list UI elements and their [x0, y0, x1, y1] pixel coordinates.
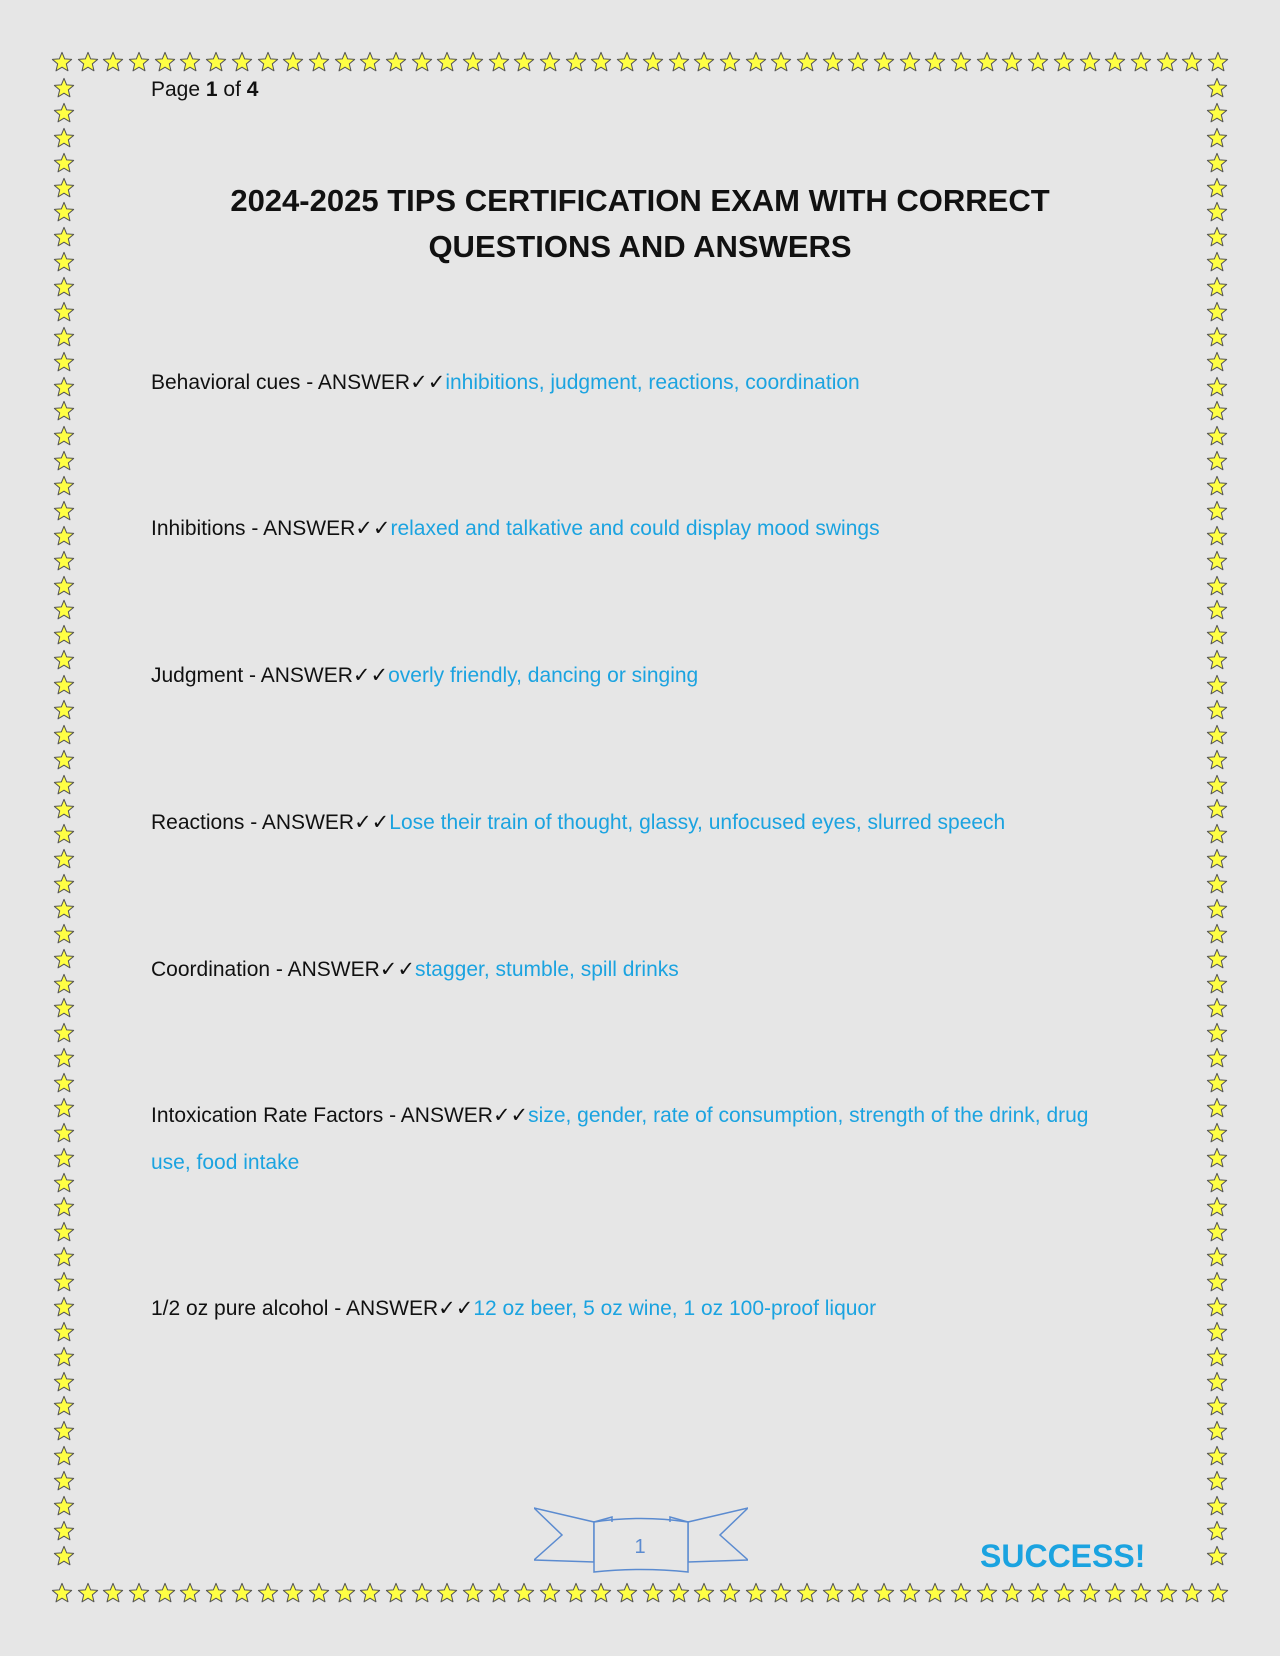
star-icon	[1206, 425, 1228, 447]
star-icon	[53, 201, 75, 223]
star-icon	[53, 873, 75, 895]
star-icon	[53, 400, 75, 422]
star-icon	[1206, 177, 1228, 199]
star-icon	[53, 351, 75, 373]
star-icon	[53, 649, 75, 671]
star-icon	[1206, 1520, 1228, 1542]
star-icon	[796, 1582, 818, 1604]
star-icon	[77, 1582, 99, 1604]
star-icon	[1206, 1470, 1228, 1492]
star-icon	[1206, 102, 1228, 124]
star-icon	[53, 1296, 75, 1318]
star-icon	[1206, 1371, 1228, 1393]
star-icon	[53, 973, 75, 995]
qa-item	[151, 946, 1131, 993]
star-icon	[334, 51, 356, 73]
answer-text: Lose their train of thought, glassy, unfocused eyes, slurred speech	[389, 811, 1006, 834]
star-icon	[1206, 326, 1228, 348]
checkmark-icon: ✓✓	[352, 664, 389, 687]
star-icon	[1206, 575, 1228, 597]
question-text: Reactions - ANSWER	[151, 811, 355, 834]
star-icon	[53, 798, 75, 820]
star-icon	[1206, 127, 1228, 149]
star-icon	[53, 1147, 75, 1169]
star-icon	[822, 1582, 844, 1604]
star-icon	[1206, 276, 1228, 298]
star-icon	[411, 1582, 433, 1604]
star-icon	[1206, 798, 1228, 820]
star-icon	[616, 1582, 638, 1604]
star-icon	[53, 376, 75, 398]
star-icon	[1053, 1582, 1075, 1604]
star-icon	[488, 1582, 510, 1604]
star-icon	[385, 1582, 407, 1604]
star-icon	[668, 1582, 690, 1604]
star-icon	[719, 1582, 741, 1604]
star-icon	[102, 51, 124, 73]
star-border-right	[1204, 77, 1230, 1567]
star-border-bottom	[51, 1580, 1229, 1606]
star-icon	[102, 1582, 124, 1604]
star-icon	[1206, 823, 1228, 845]
title-line-1: 2024-2025 TIPS CERTIFICATION EXAM WITH CORRECT	[230, 183, 1050, 218]
qa-item	[151, 652, 1131, 699]
star-icon	[1206, 1321, 1228, 1343]
star-icon	[53, 774, 75, 796]
star-icon	[462, 1582, 484, 1604]
star-icon	[1206, 749, 1228, 771]
star-icon	[53, 898, 75, 920]
star-border-top	[51, 49, 1229, 75]
qa-item	[151, 799, 1131, 846]
star-icon	[1206, 898, 1228, 920]
star-icon	[616, 51, 638, 73]
star-icon	[53, 1371, 75, 1393]
star-icon	[745, 51, 767, 73]
star-icon	[308, 1582, 330, 1604]
star-icon	[924, 1582, 946, 1604]
star-icon	[385, 51, 407, 73]
star-icon	[1206, 1196, 1228, 1218]
checkmark-icon: ✓✓	[492, 1104, 529, 1127]
star-icon	[668, 51, 690, 73]
star-icon	[1206, 251, 1228, 273]
star-icon	[51, 1582, 73, 1604]
star-icon	[1206, 400, 1228, 422]
star-icon	[950, 1582, 972, 1604]
star-icon	[976, 51, 998, 73]
star-icon	[128, 51, 150, 73]
star-icon	[53, 1520, 75, 1542]
star-icon	[873, 1582, 895, 1604]
star-icon	[924, 51, 946, 73]
star-icon	[179, 1582, 201, 1604]
star-icon	[411, 51, 433, 73]
star-icon	[488, 51, 510, 73]
star-icon	[308, 51, 330, 73]
star-icon	[53, 1545, 75, 1567]
question-text: Coordination - ANSWER	[151, 958, 380, 981]
star-icon	[257, 1582, 279, 1604]
answer-text: size, gender, rate of consumption, strength of the drink, drug use, food intake	[151, 1104, 1089, 1174]
checkmark-icon: ✓✓	[410, 371, 446, 394]
star-icon	[1206, 301, 1228, 323]
answer-text: overly friendly, dancing or singing	[388, 664, 699, 687]
star-icon	[590, 1582, 612, 1604]
star-icon	[53, 127, 75, 149]
star-icon	[1206, 1420, 1228, 1442]
answer-text: relaxed and talkative and could display mood swings	[390, 517, 880, 540]
star-icon	[53, 525, 75, 547]
star-icon	[1206, 1172, 1228, 1194]
star-icon	[1206, 1346, 1228, 1368]
answer-text: inhibitions, judgment, reactions, coordination	[445, 371, 860, 394]
star-icon	[231, 51, 253, 73]
star-icon	[53, 1246, 75, 1268]
star-icon	[1206, 1097, 1228, 1119]
qa-item	[151, 505, 1131, 552]
star-icon	[1206, 1545, 1228, 1567]
star-icon	[53, 923, 75, 945]
star-icon	[1181, 51, 1203, 73]
star-icon	[53, 450, 75, 472]
star-icon	[745, 1582, 767, 1604]
star-icon	[128, 1582, 150, 1604]
star-icon	[154, 1582, 176, 1604]
success-tagline: SUCCESS!	[980, 1538, 1146, 1574]
star-icon	[1206, 699, 1228, 721]
document-title	[151, 178, 1129, 270]
star-icon	[53, 1470, 75, 1492]
star-icon	[1206, 525, 1228, 547]
title-line-2: QUESTIONS AND ANSWERS	[428, 229, 852, 264]
star-icon	[1206, 475, 1228, 497]
star-icon	[205, 51, 227, 73]
star-icon	[53, 724, 75, 746]
star-icon	[53, 823, 75, 845]
star-icon	[1206, 624, 1228, 646]
star-icon	[51, 51, 73, 73]
star-icon	[53, 1047, 75, 1069]
star-icon	[1206, 152, 1228, 174]
star-icon	[53, 276, 75, 298]
star-icon	[847, 1582, 869, 1604]
answer-text: stagger, stumble, spill drinks	[414, 958, 679, 981]
star-icon	[1206, 1072, 1228, 1094]
star-icon	[53, 1196, 75, 1218]
star-icon	[796, 51, 818, 73]
star-icon	[53, 226, 75, 248]
star-icon	[1206, 1022, 1228, 1044]
star-icon	[53, 624, 75, 646]
star-icon	[822, 51, 844, 73]
star-icon	[1206, 500, 1228, 522]
star-icon	[53, 1395, 75, 1417]
star-icon	[53, 1495, 75, 1517]
star-icon	[282, 1582, 304, 1604]
star-icon	[1206, 948, 1228, 970]
star-icon	[334, 1582, 356, 1604]
qa-item	[151, 1092, 1131, 1186]
star-icon	[1206, 848, 1228, 870]
star-icon	[53, 1022, 75, 1044]
checkmark-icon: ✓✓	[379, 958, 415, 981]
star-icon	[205, 1582, 227, 1604]
star-icon	[1206, 226, 1228, 248]
star-icon	[1079, 51, 1101, 73]
question-text: Inhibitions - ANSWER	[151, 517, 356, 540]
question-text: 1/2 oz pure alcohol - ANSWER	[151, 1297, 439, 1320]
star-icon	[53, 1097, 75, 1119]
star-icon	[77, 51, 99, 73]
star-icon	[179, 51, 201, 73]
star-icon	[1104, 1582, 1126, 1604]
star-icon	[53, 301, 75, 323]
star-icon	[1206, 873, 1228, 895]
star-border-left	[51, 77, 77, 1567]
star-icon	[1206, 997, 1228, 1019]
checkmark-icon: ✓✓	[354, 811, 390, 834]
star-icon	[565, 51, 587, 73]
star-icon	[53, 326, 75, 348]
star-icon	[1206, 1395, 1228, 1417]
star-icon	[359, 51, 381, 73]
footer-page-number: 1	[634, 1536, 646, 1558]
star-icon	[154, 51, 176, 73]
star-icon	[1027, 1582, 1049, 1604]
star-icon	[1206, 1122, 1228, 1144]
star-icon	[53, 1271, 75, 1293]
star-icon	[899, 1582, 921, 1604]
star-icon	[53, 1122, 75, 1144]
star-icon	[1130, 1582, 1152, 1604]
star-icon	[53, 1346, 75, 1368]
star-icon	[1206, 450, 1228, 472]
star-icon	[770, 51, 792, 73]
star-icon	[1104, 51, 1126, 73]
star-icon	[1207, 51, 1229, 73]
star-icon	[436, 1582, 458, 1604]
star-icon	[1206, 649, 1228, 671]
star-icon	[257, 51, 279, 73]
star-icon	[1206, 774, 1228, 796]
star-icon	[53, 177, 75, 199]
star-icon	[53, 848, 75, 870]
star-icon	[1001, 51, 1023, 73]
star-icon	[436, 51, 458, 73]
page-counter: Page 1 of 4	[151, 78, 259, 101]
star-icon	[1130, 51, 1152, 73]
star-icon	[231, 1582, 253, 1604]
star-icon	[53, 948, 75, 970]
star-icon	[53, 425, 75, 447]
star-icon	[53, 152, 75, 174]
star-icon	[53, 599, 75, 621]
checkmark-icon: ✓✓	[438, 1297, 474, 1320]
star-icon	[1206, 1296, 1228, 1318]
star-icon	[53, 749, 75, 771]
star-icon	[1181, 1582, 1203, 1604]
star-icon	[1206, 1147, 1228, 1169]
star-icon	[565, 1582, 587, 1604]
star-icon	[53, 575, 75, 597]
question-text: Judgment - ANSWER	[151, 664, 353, 687]
star-icon	[1156, 1582, 1178, 1604]
star-icon	[53, 550, 75, 572]
question-text: Intoxication Rate Factors - ANSWER	[151, 1104, 493, 1127]
star-icon	[1206, 550, 1228, 572]
star-icon	[642, 1582, 664, 1604]
star-icon	[53, 1172, 75, 1194]
star-icon	[1206, 724, 1228, 746]
star-icon	[642, 51, 664, 73]
star-icon	[1206, 674, 1228, 696]
star-icon	[53, 1221, 75, 1243]
star-icon	[1206, 77, 1228, 99]
star-icon	[1206, 1445, 1228, 1467]
star-icon	[693, 1582, 715, 1604]
star-icon	[53, 674, 75, 696]
star-icon	[539, 51, 561, 73]
star-icon	[1027, 51, 1049, 73]
star-icon	[462, 51, 484, 73]
star-icon	[53, 997, 75, 1019]
star-icon	[53, 500, 75, 522]
star-icon	[1207, 1582, 1229, 1604]
star-icon	[1206, 973, 1228, 995]
star-icon	[976, 1582, 998, 1604]
star-icon	[1206, 1246, 1228, 1268]
star-icon	[53, 699, 75, 721]
star-icon	[53, 1445, 75, 1467]
star-icon	[847, 51, 869, 73]
star-icon	[1206, 201, 1228, 223]
star-icon	[53, 1321, 75, 1343]
star-icon	[1001, 1582, 1023, 1604]
star-icon	[1206, 351, 1228, 373]
star-icon	[53, 77, 75, 99]
qa-item	[151, 359, 1131, 406]
star-icon	[950, 51, 972, 73]
star-icon	[719, 51, 741, 73]
star-icon	[1206, 376, 1228, 398]
qa-item	[151, 1285, 1131, 1332]
star-icon	[1206, 599, 1228, 621]
star-icon	[282, 51, 304, 73]
star-icon	[590, 51, 612, 73]
star-icon	[1156, 51, 1178, 73]
star-icon	[513, 1582, 535, 1604]
star-icon	[53, 102, 75, 124]
star-icon	[1206, 1221, 1228, 1243]
star-icon	[1206, 1271, 1228, 1293]
checkmark-icon: ✓✓	[355, 517, 391, 540]
star-icon	[873, 51, 895, 73]
star-icon	[53, 475, 75, 497]
star-icon	[899, 51, 921, 73]
star-icon	[1206, 1495, 1228, 1517]
star-icon	[539, 1582, 561, 1604]
star-icon	[53, 1420, 75, 1442]
star-icon	[1053, 51, 1075, 73]
star-icon	[53, 251, 75, 273]
star-icon	[513, 51, 535, 73]
star-icon	[770, 1582, 792, 1604]
star-icon	[1206, 1047, 1228, 1069]
star-icon	[693, 51, 715, 73]
star-icon	[359, 1582, 381, 1604]
answer-text: 12 oz beer, 5 oz wine, 1 oz 100-proof liquor	[473, 1297, 877, 1320]
question-text: Behavioral cues - ANSWER	[151, 371, 411, 394]
star-icon	[53, 1072, 75, 1094]
star-icon	[1206, 923, 1228, 945]
star-icon	[1079, 1582, 1101, 1604]
